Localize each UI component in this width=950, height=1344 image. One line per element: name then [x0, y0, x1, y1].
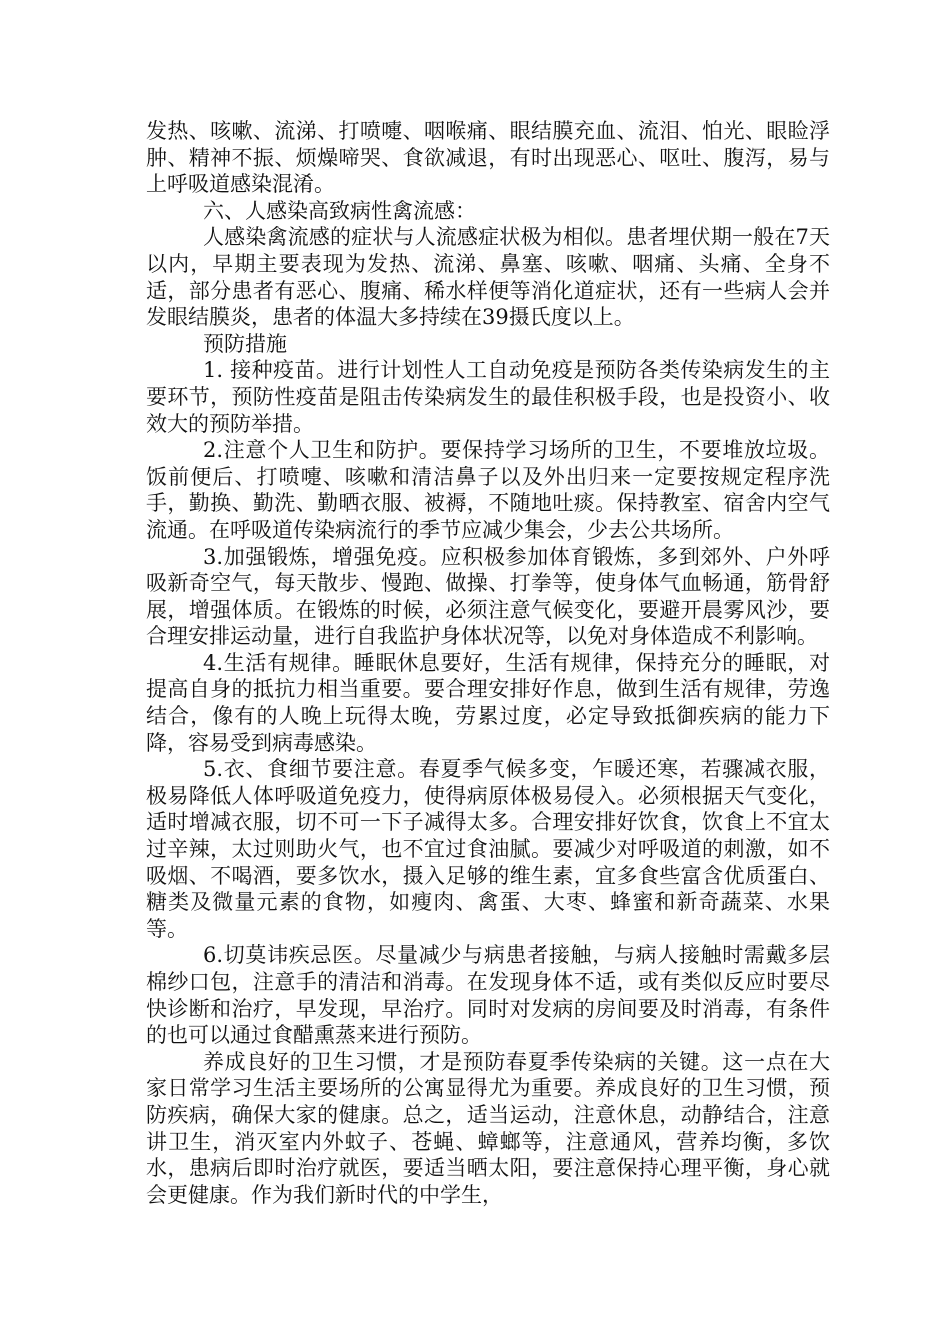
section-heading-prevention: 预防措施: [203, 331, 287, 356]
paragraph-symptoms-continued: 发热、咳嗽、流涕、打喷嚏、咽喉痛、眼结膜充血、流泪、怕光、眼睑浮肿、精神不振、烦燥啼哭、食欲减退，有时出现恶心、呕吐、腹泻，易与上呼吸道感染混淆。: [146, 119, 830, 197]
paragraph-prevention-3: 3.加强锻炼，增强免疫。应积极参加体育锻炼，多到郊外、户外呼吸新奇空气，每天散步、慢跑、做操、打拳等，使身体气血畅通，筋骨舒展，增强体质。在锻炼的时候，必须注意气候变化，要避开晨雾风沙，要合理安排运动量，进行自我监护身体状况等，以免对身体造成不利影响。: [146, 544, 830, 649]
paragraph-prevention-1: 1. 接种疫苗。进行计划性人工自动免疫是预防各类传染病发生的主要环节，预防性疫苗是阻击传染病发生的最佳积极手段，也是投资小、收效大的预防举措。: [146, 358, 830, 436]
section-heading-avian-flu: 六、人感染高致病性禽流感：: [203, 198, 476, 223]
paragraph-prevention-2: 2.注意个人卫生和防护。要保持学习场所的卫生，不要堆放垃圾。饭前便后、打喷嚏、咳嗽和清洁鼻子以及外出归来一定要按规定程序洗手，勤换、勤洗、勤晒衣服、被褥，不随地吐痰。保持教室、宿舍内空气流通。在呼吸道传染病流行的季节应减少集会，少去公共场所。: [146, 438, 830, 542]
paragraph-prevention-4: 4.生活有规律。睡眠休息要好，生活有规律，保持充分的睡眠，对提高自身的抵抗力相当重要。要合理安排好作息，做到生活有规律，劳逸结合，像有的人晚上玩得太晚，劳累过度，必定导致抵御疾病的能力下降，容易受到病毒感染。: [146, 650, 830, 755]
document-body: [146, 118, 830, 1208]
paragraph-conclusion: 养成良好的卫生习惯，才是预防春夏季传染病的关键。这一点在大家日常学习生活主要场所的公寓显得尤为重要。养成良好的卫生习惯，预防疾病，确保大家的健康。总之，适当运动，注意休息，动静结合，注意讲卫生，消灭室内外蚊子、苍蝇、蟑螂等，注意通风，营养均衡，多饮水，患病后即时治疗就医，要适当晒太阳，要注意保持心理平衡，身心就会更健康。作为我们新时代的中学生，: [146, 1049, 830, 1207]
paragraph-prevention-5: 5.衣、食细节要注意。春夏季气候多变，乍暖还寒，若骤减衣服，极易降低人体呼吸道免疫力，使得病原体极易侵入。必须根据天气变化，适时增减衣服，切不可一下子减得太多。合理安排好饮食，饮食上不宜太过辛辣，太过则助火气，也不宜过食油腻。要减少对呼吸道的刺激，如不吸烟、不喝酒，要多饮水，摄入足够的维生素，宜多食些富含优质蛋白、糖类及微量元素的食物，如瘦肉、禽蛋、大枣、蜂蜜和新奇蔬菜、水果等。: [146, 757, 830, 941]
paragraph-prevention-6: 6.切莫讳疾忌医。尽量减少与病患者接触，与病人接触时需戴多层棉纱口包，注意手的清洁和消毒。在发现身体不适，或有类似反应时要尽快诊断和治疗，早发现，早治疗。同时对发病的房间要及时消毒，有条件的也可以通过食醋熏蒸来进行预防。: [146, 943, 830, 1048]
paragraph-avian-flu-symptoms: 人感染禽流感的症状与人流感症状极为相似。患者埋伏期一般在7天以内，早期主要表现为发热、流涕、鼻塞、咳嗽、咽痛、头痛、全身不适，部分患者有恶心、腹痛、稀水样便等消化道症状，还有一些病人会并发眼结膜炎，患者的体温大多持续在39摄氏度以上。: [146, 225, 830, 330]
